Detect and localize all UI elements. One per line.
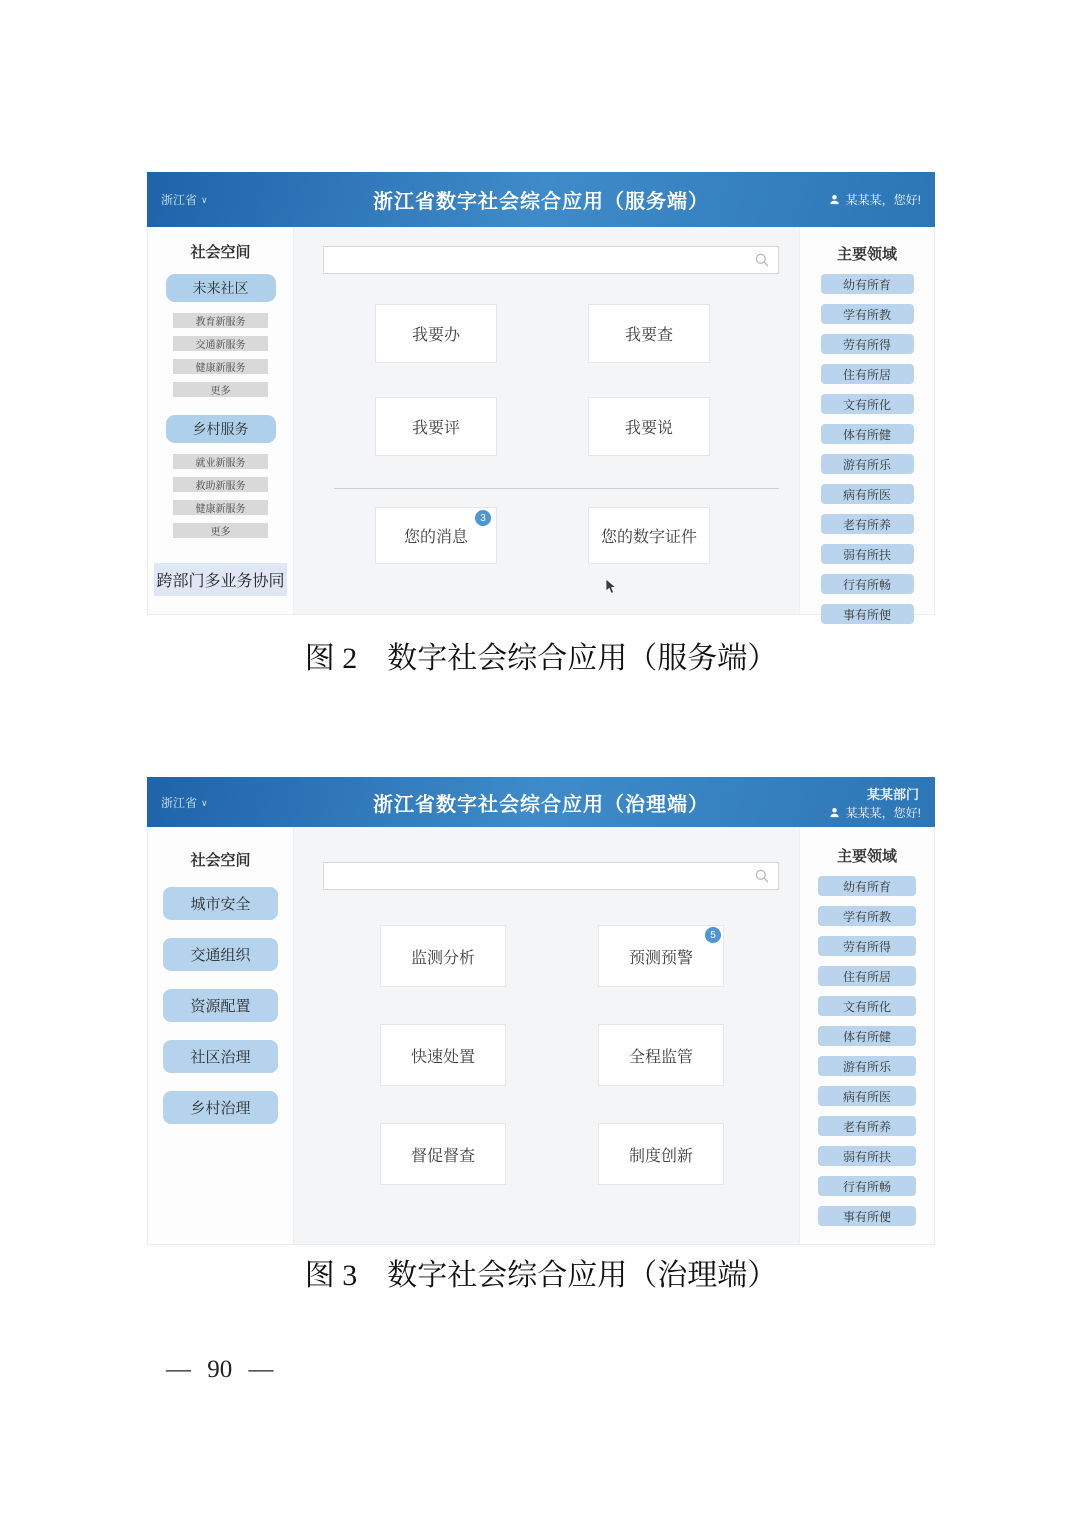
sidebar-subitem[interactable]: 就业新服务 [173,454,268,469]
sidebar-subitem[interactable]: 健康新服务 [173,500,268,515]
sidebar-subitem[interactable]: 交通新服务 [173,336,268,351]
domain-button[interactable]: 病有所医 [818,1086,916,1106]
domain-button[interactable]: 劳有所得 [818,936,916,956]
sidebar-main-domains [799,227,934,622]
domain-button[interactable]: 幼有所育 [818,876,916,896]
forecast-warning-label: 预测预警 [628,949,693,967]
domain-button[interactable]: 行有所畅 [821,574,914,594]
gov-card-monitor-analysis[interactable]: 监测分析 [380,925,506,987]
search-input[interactable] [324,247,754,273]
action-card-apply[interactable]: 我要办 [375,304,497,363]
sidebar-subitem[interactable]: 健康新服务 [173,359,268,374]
page-number: — 90 — [166,1356,274,1383]
sidebar-subitem[interactable]: 教育新服务 [173,313,268,328]
domain-button[interactable]: 老有所养 [821,514,914,534]
sidebar-item-traffic-org[interactable]: 交通组织 [163,938,278,971]
user-greeting: 某某某，您好! [845,805,921,820]
main-content [294,827,799,1244]
search-input[interactable] [324,863,754,889]
domain-button[interactable]: 弱有所扶 [818,1146,916,1166]
sidebar-subitem[interactable]: 救助新服务 [173,477,268,492]
domain-button[interactable]: 幼有所育 [821,274,914,294]
gov-card-system-innovation[interactable]: 制度创新 [598,1123,724,1185]
mouse-cursor-icon [605,579,619,595]
sidebar-item-future-community[interactable]: 未来社区 [166,274,276,302]
domain-button[interactable]: 游有所乐 [818,1056,916,1076]
domain-button[interactable]: 劳有所得 [821,334,914,354]
domains-heading: 主要领域 [836,246,897,263]
warning-count-badge: 5 [705,927,721,943]
domains-heading: 主要领域 [836,848,897,865]
app-header [147,172,935,227]
domain-button[interactable]: 游有所乐 [821,454,914,474]
search-icon[interactable] [754,252,770,268]
chevron-down-icon: ∨ [201,797,208,808]
region-selector[interactable] [161,794,331,811]
domain-button[interactable]: 事有所便 [821,604,914,624]
chevron-down-icon: ∨ [201,195,208,205]
domain-button[interactable]: 文有所化 [821,394,914,414]
domain-button[interactable]: 学有所教 [821,304,914,324]
search-icon[interactable] [754,868,770,884]
sidebar-social-space [148,827,294,1244]
digital-certificate-card[interactable]: 您的数字证件 [588,507,710,564]
domain-button[interactable]: 弱有所扶 [821,544,914,564]
domain-button[interactable]: 住有所居 [821,364,914,384]
action-card-evaluate[interactable]: 我要评 [375,397,497,456]
app-title: 浙江省数字社会综合应用（服务端） [373,191,709,213]
governance-app-window [147,777,935,1245]
service-app-window [147,172,935,622]
figure-3-caption: 图 3 数字社会综合应用（治理端） [304,1259,778,1292]
user-icon [828,193,841,206]
domain-button[interactable]: 行有所畅 [818,1176,916,1196]
user-icon [828,806,841,819]
gov-card-urge-inspection[interactable]: 督促督查 [380,1123,506,1185]
sidebar-heading: 社会空间 [190,852,251,869]
search-bar[interactable] [323,862,779,890]
region-label: 浙江省 [161,193,198,207]
sidebar-subitem-more[interactable]: 更多 [173,523,268,538]
figure-2-caption: 图 2 数字社会综合应用（服务端） [304,642,778,675]
gov-card-full-supervision[interactable]: 全程监管 [598,1024,724,1086]
region-label: 浙江省 [161,795,198,810]
section-divider [334,488,779,489]
sidebar-social-space [148,227,294,614]
user-department: 某某部门 [866,786,919,802]
sidebar-subitem-more[interactable]: 更多 [173,382,268,397]
main-content [294,227,799,614]
user-area[interactable] [751,191,921,208]
domain-button[interactable]: 体有所健 [818,1026,916,1046]
action-card-speak[interactable]: 我要说 [588,397,710,456]
domain-button[interactable]: 病有所医 [821,484,914,504]
app-header [147,777,935,827]
messages-count-badge: 3 [475,510,491,526]
sidebar-item-community-gov[interactable]: 社区治理 [163,1040,278,1073]
domain-button[interactable]: 老有所养 [818,1116,916,1136]
sidebar-item-city-safety[interactable]: 城市安全 [163,887,278,920]
user-area[interactable] [751,784,921,821]
user-greeting: 某某某，您好! [845,193,921,207]
domain-button[interactable]: 住有所居 [818,966,916,986]
sidebar-item-resource-alloc[interactable]: 资源配置 [163,989,278,1022]
app-title: 浙江省数字社会综合应用（治理端） [373,793,709,816]
search-bar[interactable] [323,246,779,274]
domain-button[interactable]: 文有所化 [818,996,916,1016]
sidebar-item-rural-service[interactable]: 乡村服务 [166,415,276,443]
cross-department-collab-button[interactable]: 跨部门多业务协同 [154,563,287,596]
gov-card-rapid-disposal[interactable]: 快速处置 [380,1024,506,1086]
sidebar-heading: 社会空间 [190,244,251,261]
gov-card-forecast-warning[interactable] [598,925,724,987]
region-selector[interactable] [161,191,331,208]
messages-label: 您的消息 [403,529,468,546]
sidebar-main-domains [799,827,934,1244]
domain-button[interactable]: 学有所教 [818,906,916,926]
domain-button[interactable]: 事有所便 [818,1206,916,1226]
domain-button[interactable]: 体有所健 [821,424,914,444]
action-card-query[interactable]: 我要查 [588,304,710,363]
messages-card[interactable] [375,507,497,564]
sidebar-item-rural-gov[interactable]: 乡村治理 [163,1091,278,1124]
